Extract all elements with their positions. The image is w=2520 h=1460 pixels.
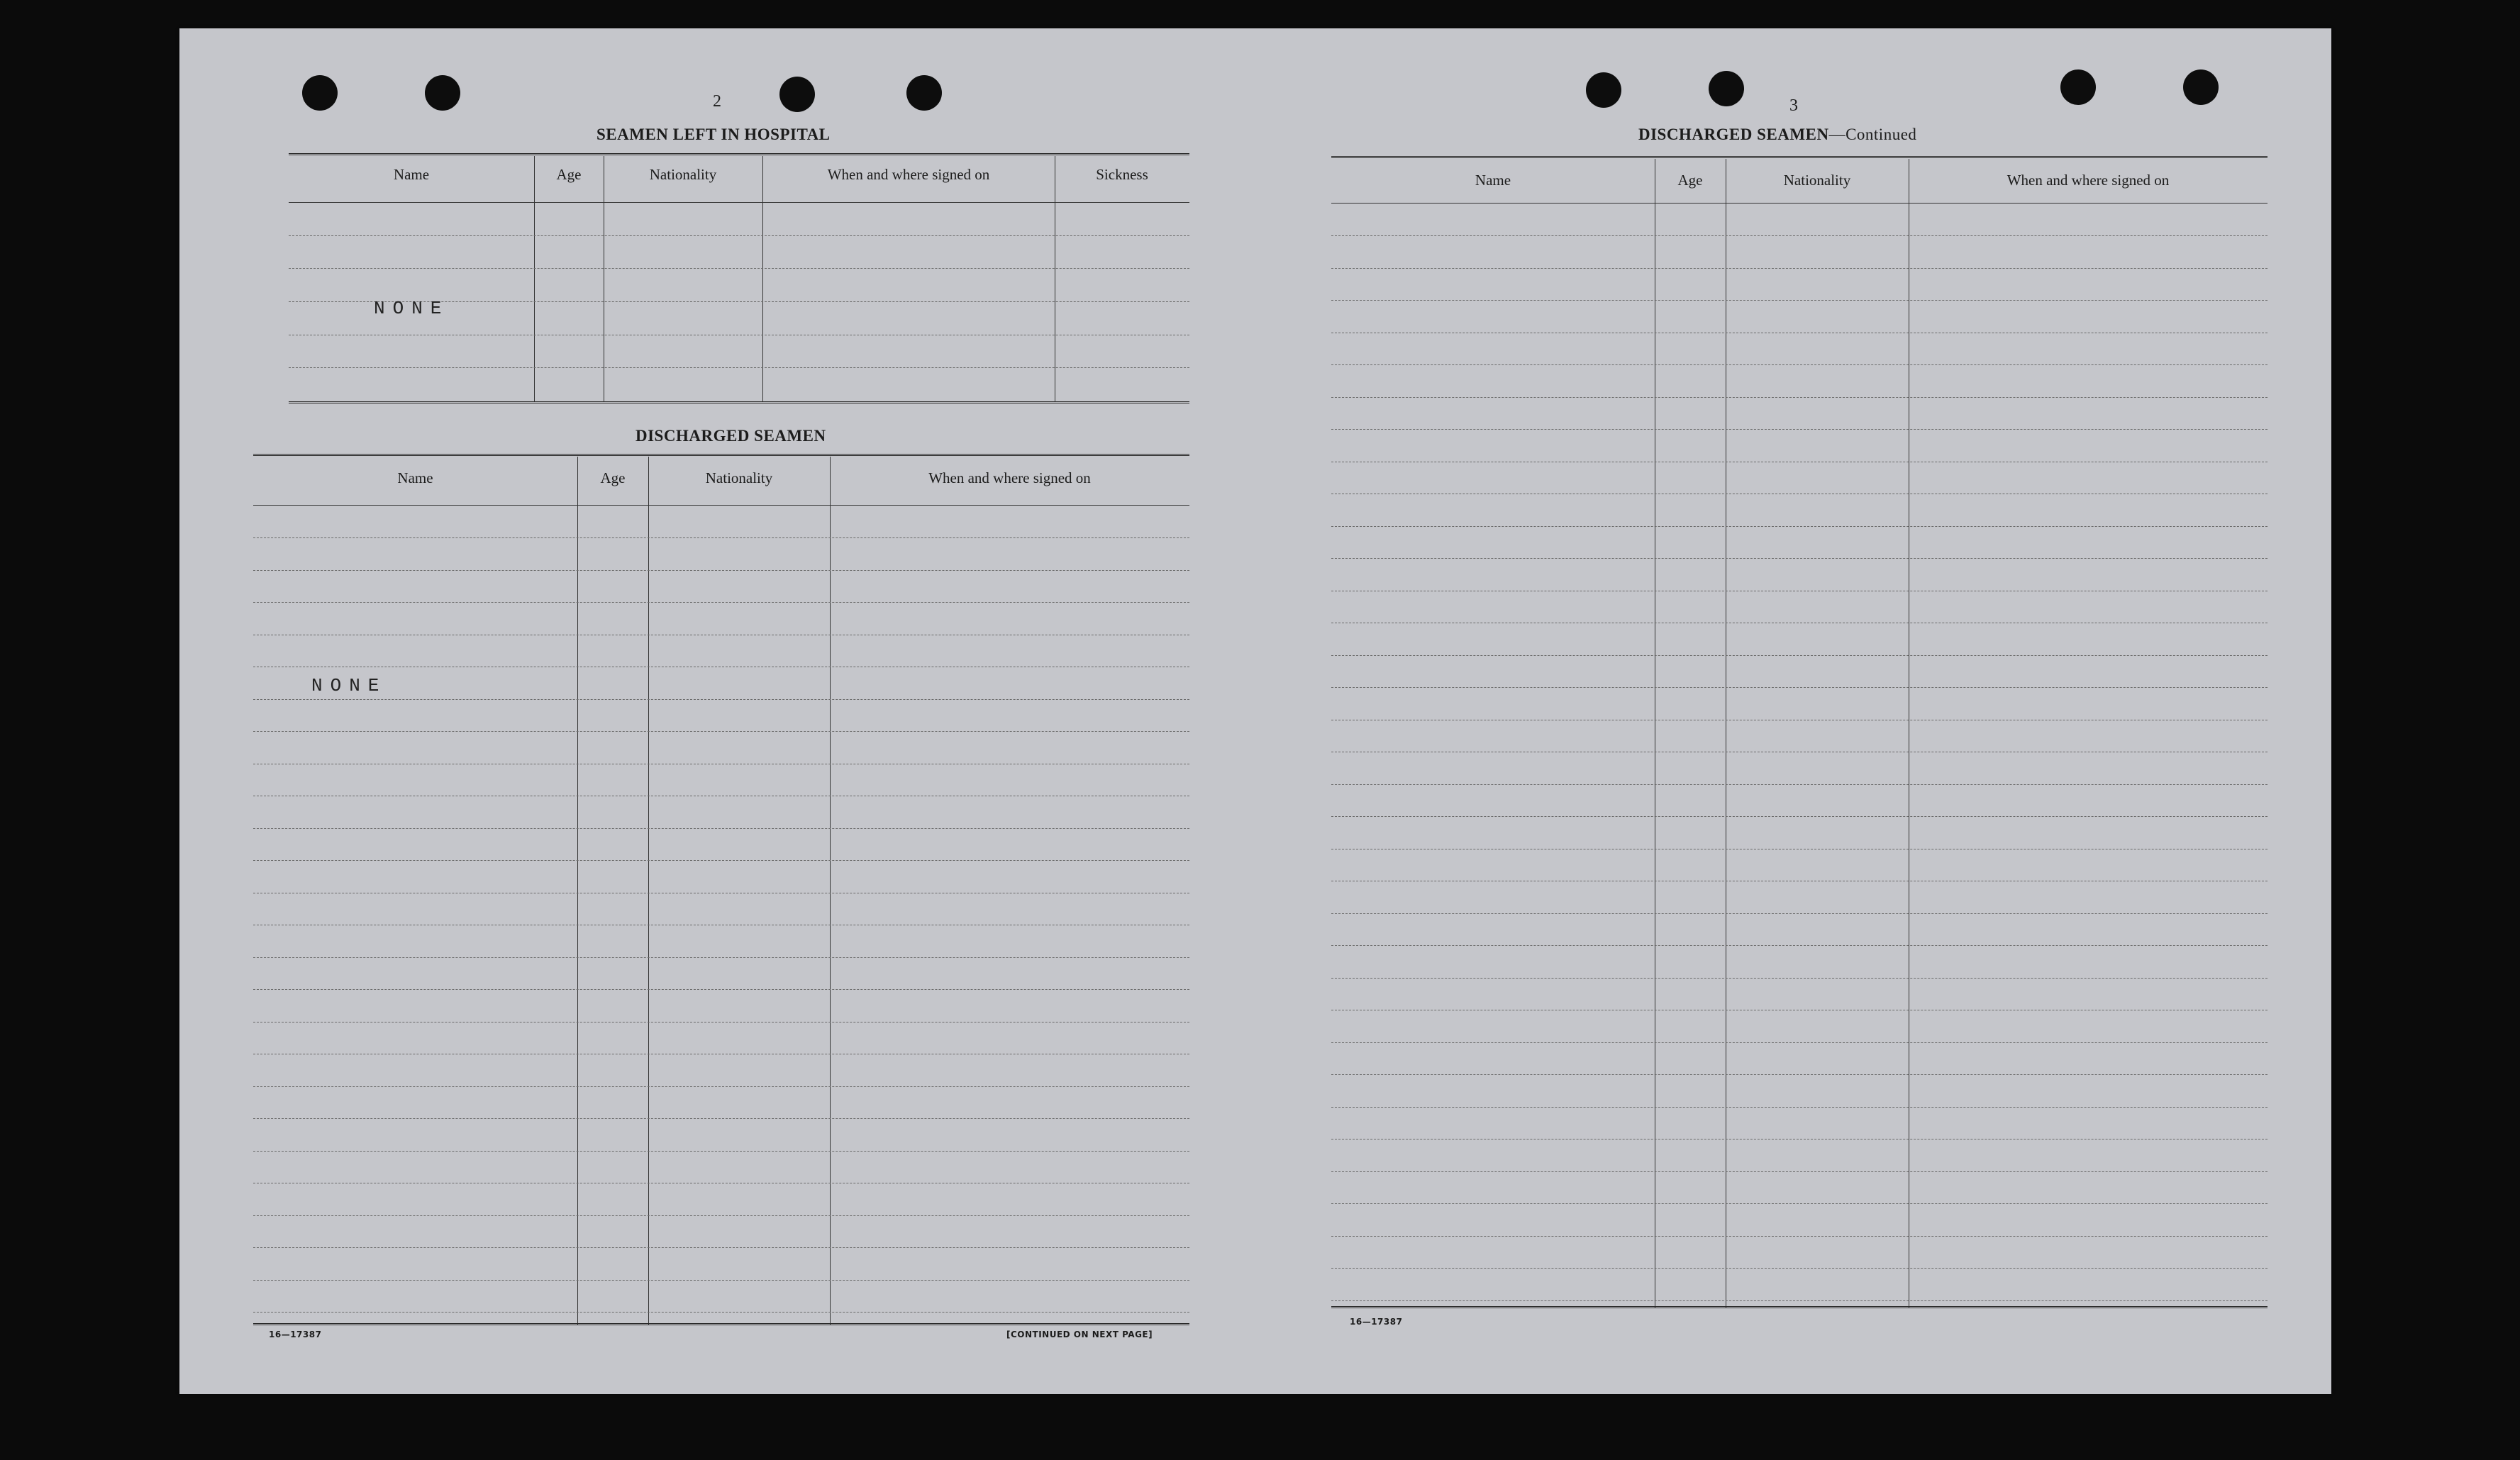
hospital-table bbox=[289, 153, 1189, 434]
hospital-table-title: SEAMEN LEFT IN HOSPITAL bbox=[596, 126, 831, 143]
ruled-row-line bbox=[253, 1247, 1189, 1248]
ruled-row-line bbox=[1331, 429, 2268, 430]
ruled-row-line bbox=[253, 602, 1189, 603]
ruled-row-line bbox=[1331, 1107, 2268, 1108]
ruled-row-line bbox=[1331, 364, 2268, 365]
ruled-row-line bbox=[1331, 268, 2268, 269]
ruled-row-line bbox=[1331, 784, 2268, 785]
discharged-none-entry: NONE bbox=[311, 675, 387, 696]
ruled-row-line bbox=[1331, 816, 2268, 817]
col-header-nationality: Nationality bbox=[649, 166, 717, 183]
ruled-row-line bbox=[1331, 397, 2268, 398]
form-number-right: 16—17387 bbox=[1350, 1317, 1403, 1327]
ruled-row-line bbox=[1331, 1074, 2268, 1075]
ruled-row-line bbox=[253, 537, 1189, 538]
punch-hole bbox=[425, 75, 460, 111]
ruled-row-line bbox=[1331, 1042, 2268, 1043]
manifest-sheet bbox=[179, 28, 2331, 1394]
col-header-age: Age bbox=[600, 469, 626, 486]
ruled-row-line bbox=[1331, 655, 2268, 656]
discharged-table-right bbox=[1331, 156, 2268, 1347]
ruled-row-line bbox=[1331, 1236, 2268, 1237]
ruled-row-line bbox=[1331, 1203, 2268, 1204]
ruled-row-line bbox=[1331, 687, 2268, 688]
ruled-row-line bbox=[253, 860, 1189, 861]
ruled-row-line bbox=[253, 731, 1189, 732]
ruled-row-line bbox=[1331, 945, 2268, 946]
ruled-row-line bbox=[1331, 1171, 2268, 1172]
continued-note: [CONTINUED ON NEXT PAGE] bbox=[1006, 1330, 1153, 1339]
col-header-sickness: Sickness bbox=[1096, 166, 1148, 183]
title-main: DISCHARGED SEAMEN bbox=[1638, 126, 1829, 143]
ruled-row-line bbox=[253, 1312, 1189, 1313]
ruled-row-line bbox=[253, 1280, 1189, 1281]
col-header-name: Name bbox=[397, 469, 433, 486]
ruled-row-line bbox=[253, 699, 1189, 700]
punch-hole bbox=[2183, 69, 2219, 105]
punch-hole bbox=[2060, 69, 2096, 105]
ruled-row-line bbox=[1331, 526, 2268, 527]
ruled-row-line bbox=[253, 828, 1189, 829]
col-header-age: Age bbox=[1677, 172, 1703, 189]
col-header-age: Age bbox=[556, 166, 582, 183]
ruled-row-line bbox=[1331, 978, 2268, 979]
punch-hole bbox=[779, 77, 815, 112]
punch-hole bbox=[1709, 71, 1744, 106]
form-number-left: 16—17387 bbox=[269, 1330, 322, 1339]
col-header-name: Name bbox=[393, 166, 430, 183]
ruled-row-line bbox=[253, 1086, 1189, 1087]
discharged-table-left bbox=[253, 454, 1189, 1353]
col-header-signed-on: When and where signed on bbox=[928, 469, 1091, 486]
discharged-continued-title bbox=[1638, 126, 1916, 144]
ruled-row-line bbox=[1331, 235, 2268, 236]
hospital-none-entry: NONE bbox=[374, 298, 450, 319]
col-header-signed-on: When and where signed on bbox=[827, 166, 990, 183]
ruled-row-line bbox=[253, 570, 1189, 571]
ruled-row-line bbox=[1331, 558, 2268, 559]
ruled-row-line bbox=[253, 989, 1189, 990]
punch-hole bbox=[906, 75, 942, 111]
ruled-row-line bbox=[1331, 1268, 2268, 1269]
title-suffix: —Continued bbox=[1828, 126, 1917, 143]
punch-hole bbox=[302, 75, 338, 111]
ruled-row-line bbox=[253, 957, 1189, 958]
ruled-row-line bbox=[1331, 300, 2268, 301]
ruled-row-line bbox=[253, 1118, 1189, 1119]
ruled-row-line bbox=[1331, 913, 2268, 914]
col-header-nationality: Nationality bbox=[705, 469, 773, 486]
page-number-left: 2 bbox=[713, 92, 721, 111]
col-header-name: Name bbox=[1475, 172, 1511, 189]
ruled-row-line bbox=[253, 1215, 1189, 1216]
col-header-signed-on: When and where signed on bbox=[2006, 172, 2170, 189]
page-number-right: 3 bbox=[1789, 96, 1798, 115]
col-header-nationality: Nationality bbox=[1783, 172, 1851, 189]
ruled-row-line bbox=[1331, 1300, 2268, 1301]
punch-hole bbox=[1586, 72, 1621, 108]
ruled-row-line bbox=[253, 1151, 1189, 1152]
discharged-table-title: DISCHARGED SEAMEN bbox=[635, 427, 826, 445]
